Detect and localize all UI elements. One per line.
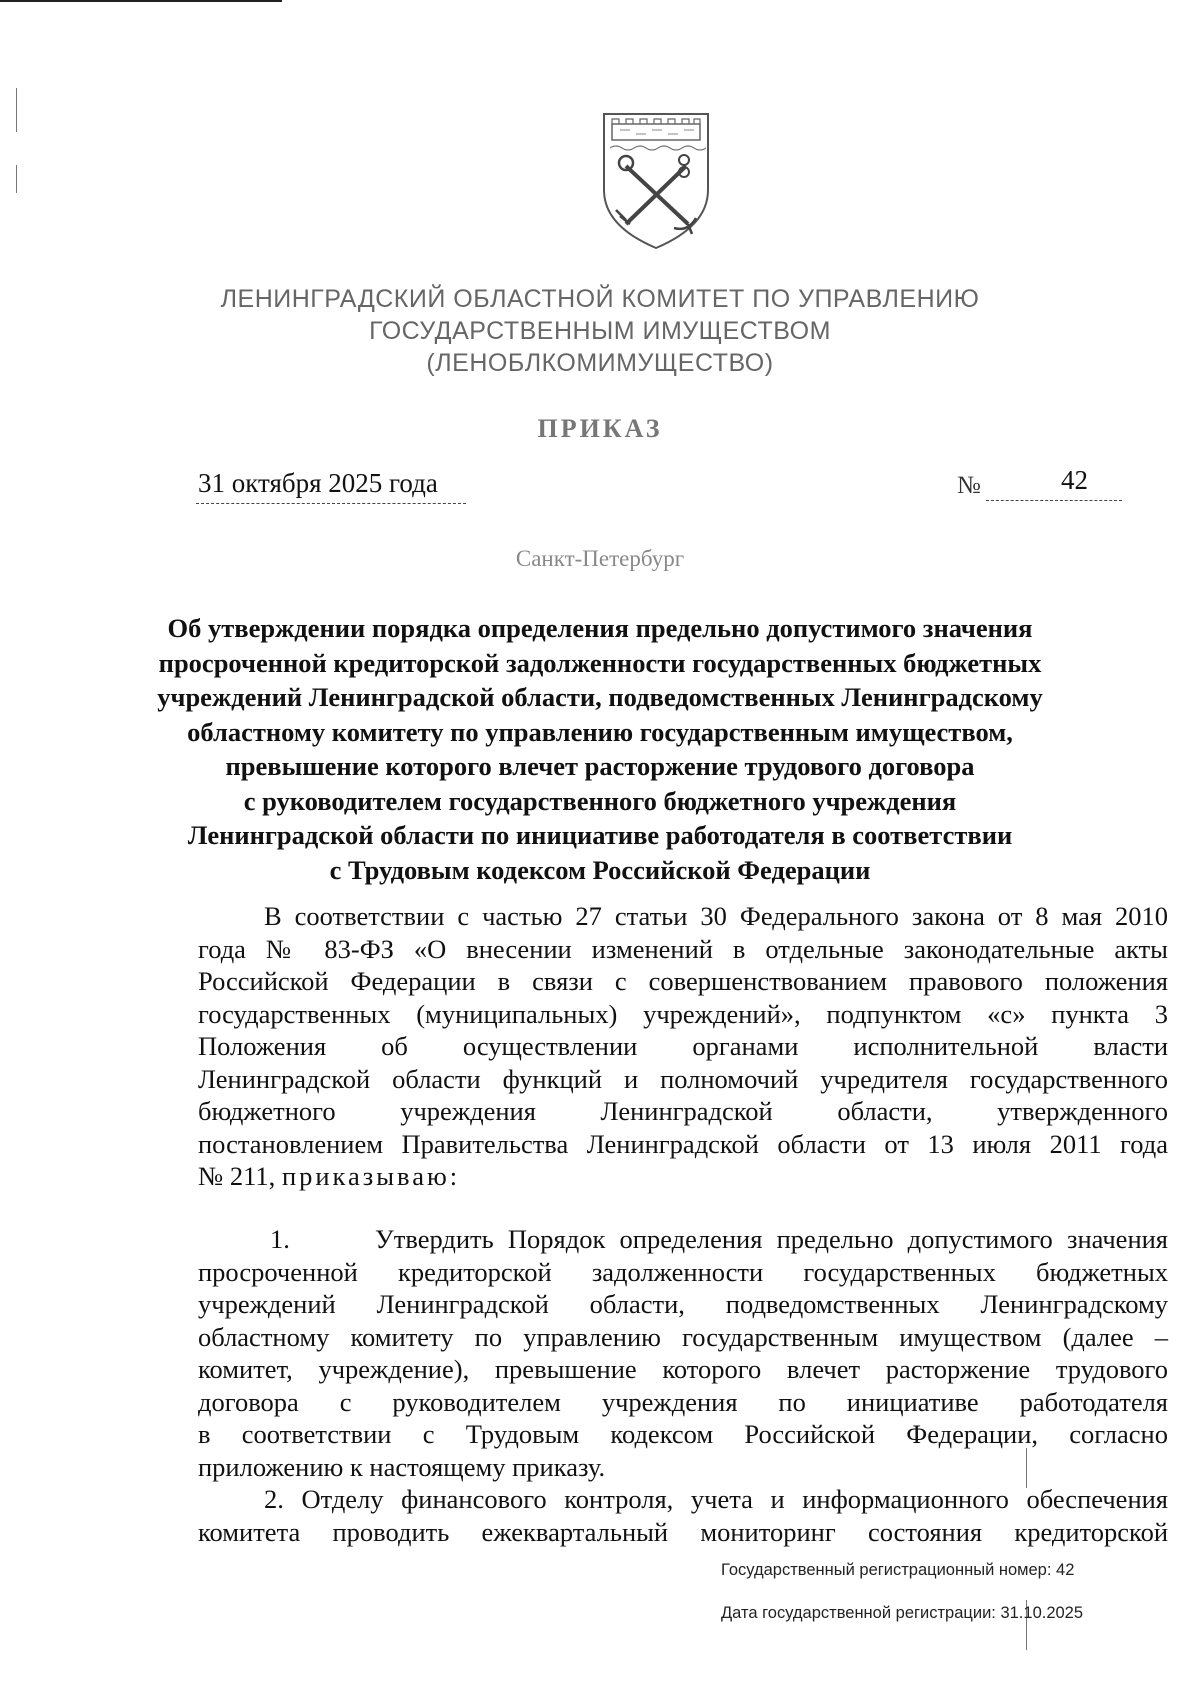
scan-edge-line (0, 0, 282, 2)
preamble-line: В соответствии с частью 27 статьи 30 Федерального закона от 8 мая 2010 (264, 901, 1168, 931)
item-1-line: просроченной кредиторской задолженности государственных бюджетных (198, 1256, 1168, 1287)
date-underline (196, 503, 466, 504)
scan-margin-mark (16, 165, 17, 193)
registration-number: Государственный регистрационный номер: 42 (721, 1561, 1075, 1579)
order-word: приказываю: (281, 1161, 461, 1191)
title-line: Ленинградской области по инициативе работодателя в соответствии (187, 820, 1013, 850)
title-line: превышение которого влечет расторжение трудового договора (225, 751, 975, 781)
preamble-line: Ленинградской области функций и полномочий учредителя государственного (198, 1063, 1168, 1094)
preamble-line: Положения об осуществлении органами исполнительной власти (198, 1031, 1168, 1061)
item-1-line: в соответствии с Трудовым кодексом Российской Федерации, согласно (198, 1419, 1168, 1449)
document-type: ПРИКАЗ (537, 414, 663, 443)
organization-name-line-2: ГОСУДАРСТВЕННЫМ ИМУЩЕСТВОМ (369, 317, 831, 345)
item-1-paragraph (198, 1223, 1168, 1548)
document-number: 42 (1061, 465, 1088, 495)
title-line: с Трудовым кодексом Российской Федерации (329, 854, 871, 885)
title-line: с руководителем государственного бюджетного учреждения (243, 785, 957, 816)
item-1-line: договора с руководителем учреждения по инициативе работодателя (198, 1386, 1168, 1417)
preamble-line: государственных (муниципальных) учреждений», подпунктом «с» пункта 3 (198, 998, 1168, 1029)
document-date: 31 октября 2025 года (198, 468, 438, 498)
preamble-paragraph (198, 900, 1168, 1193)
act-number: № 211, (198, 1161, 276, 1191)
registration-date: Дата государственной регистрации: 31.10.2025 (721, 1604, 1084, 1622)
scan-margin-mark (16, 88, 17, 132)
item-2-line: комитета проводить ежеквартальный мониторинг состояния кредиторской (198, 1516, 1168, 1547)
title-line: Об утверждении порядка определения предельно допустимого значения (167, 613, 1033, 643)
title-line: просроченной кредиторской задолженности государственных бюджетных (158, 647, 1042, 678)
document-city: Санкт-Петербург (515, 546, 685, 571)
item-1-line: комитет, учреждение), превышение которого влечет расторжение трудового (198, 1354, 1168, 1384)
title-line: учреждений Ленинградской области, подведомственных Ленинградскому (157, 682, 1043, 712)
number-sign: № (957, 472, 981, 499)
item-1-line: учреждений Ленинградской области, подведомственных Ленинградскому (198, 1289, 1168, 1319)
preamble-line: постановлением Правительства Ленинградской области от 13 июля 2011 года (198, 1128, 1168, 1159)
item-1-line: приложению к настоящему приказу. (198, 1451, 606, 1482)
item-1-line: областному комитету по управлению государственным имуществом (далее – (198, 1321, 1168, 1352)
preamble-line: бюджетного учреждения Ленинградской области, утвержденного (198, 1096, 1168, 1126)
preamble-line: года № 83-ФЗ «О внесении изменений в отдельные законодательные акты (198, 933, 1168, 964)
title-line: областному комитету по управлению государственным имуществом, (187, 716, 1013, 747)
leningrad-oblast-coat-of-arms-icon (596, 108, 716, 253)
organization-name-line-1: ЛЕНИНГРАДСКИЙ ОБЛАСТНОЙ КОМИТЕТ ПО УПРАВЛЕНИЮ (220, 285, 980, 313)
preamble-line: Российской Федерации в связи с совершенствованием правового положения (198, 966, 1168, 996)
preamble-final-line (198, 1160, 1168, 1193)
item-1-line: 1. Утвердить Порядок определения предельно допустимого значения (270, 1224, 1168, 1254)
number-underline (986, 500, 1122, 501)
document-title (140, 611, 1060, 887)
organization-short-name: (ЛЕНОБЛКОМИМУЩЕСТВО) (426, 349, 774, 377)
item-2-line: 2. Отделу финансового контроля, учета и информационного обеспечения (264, 1484, 1168, 1514)
